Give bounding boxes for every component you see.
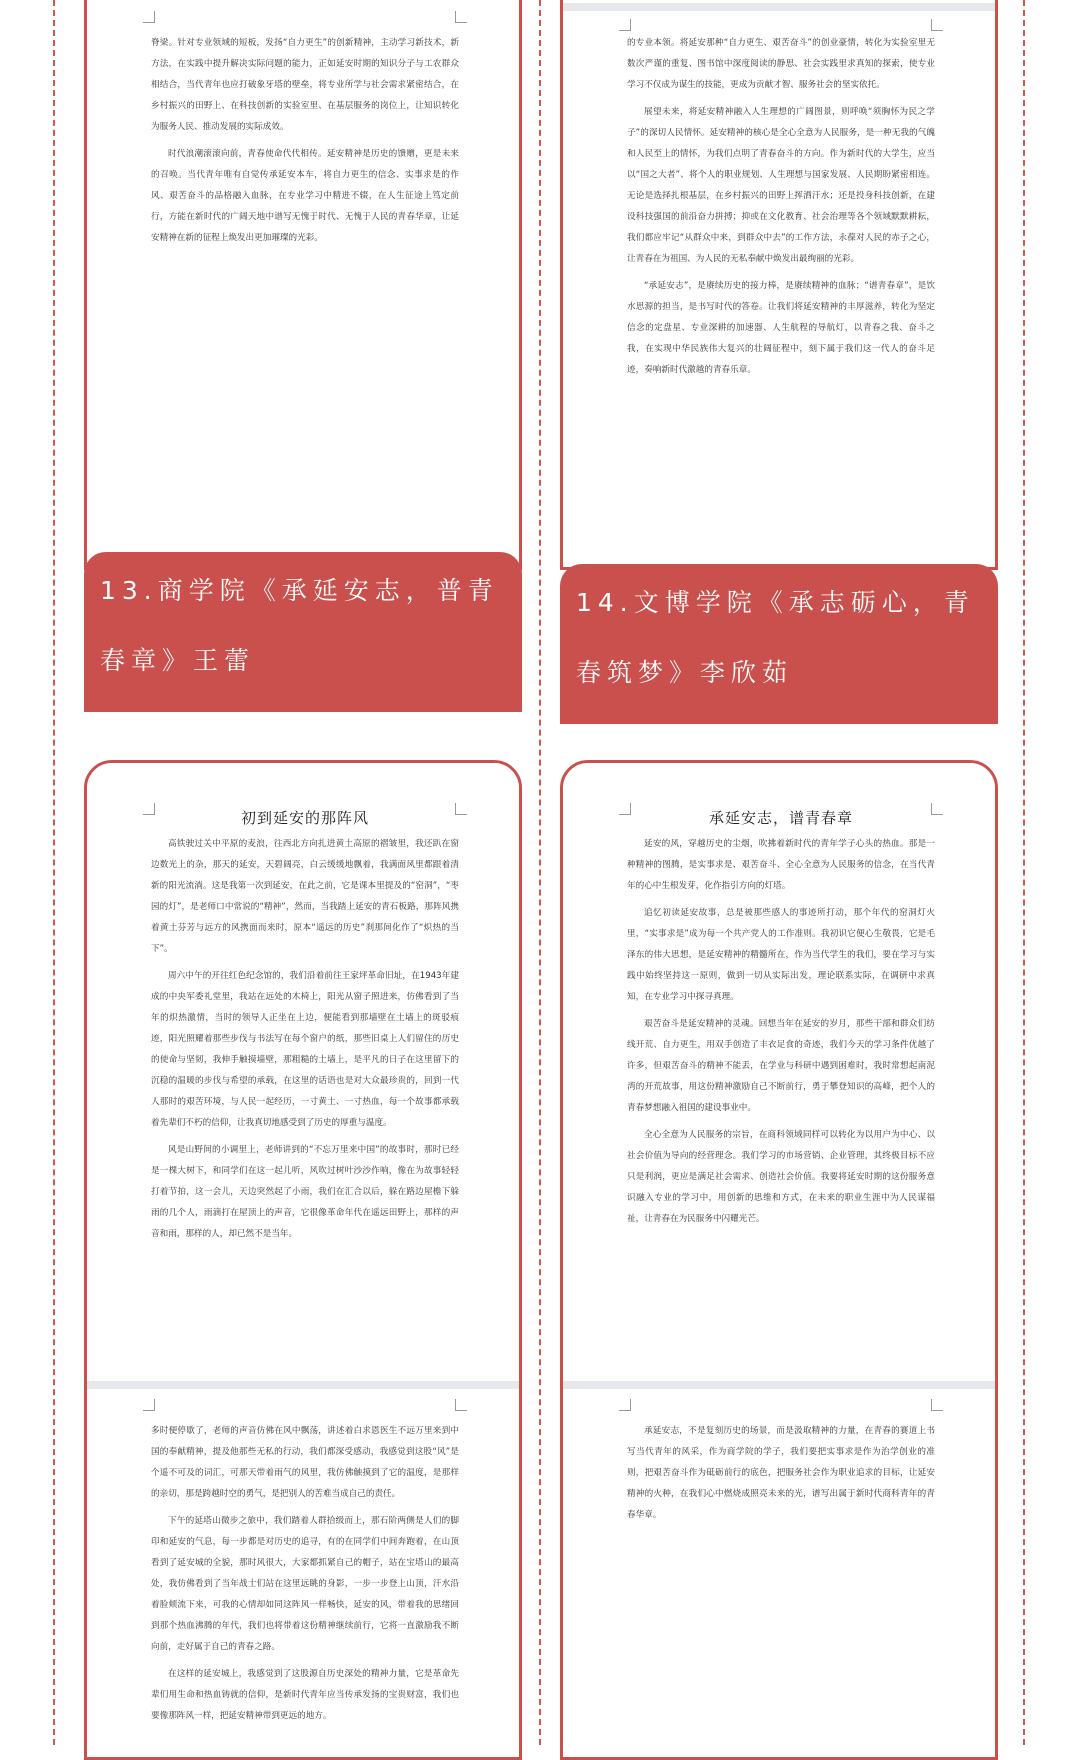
document-page	[87, 763, 519, 1378]
doc-title: 承延安志，谱青春章	[708, 809, 853, 827]
essay-card-right	[560, 760, 998, 1760]
right-dashed-border	[1023, 0, 1025, 1745]
crop-mark	[143, 11, 155, 23]
page-separator	[563, 3, 995, 11]
document-page	[563, 1391, 995, 1760]
crop-mark	[455, 1399, 467, 1411]
doc-paragraph: “承延安志”，是赓续历史的接力棒，是赓续精神的血脉；“谱青春章”，是饮水思源的担当，是书写时代的答卷。让我们将延安精神的丰厚滋养，转化为坚定信念的定盘星、专业深耕的加速器、人生航程的导航灯，以青春之我、奋斗之我，在实现中华民族伟大复兴的壮阔征程中，刻下属于我们这一代人的奋斗足迹，奏响新时代激越的青春乐章。	[627, 281, 935, 375]
crop-mark	[619, 19, 631, 31]
doc-paragraph: 高铁驶过关中平原的麦浪，往西北方向扎进黄土高原的褶皱里，我还趴在窗边数光上的杂，那天的延安，天碧阔亮，白云缓缓地飘着，我满面风里都跟着清新的阳光流淌。这是我第一次到延安，在此之前，它是课本里提及的“窑洞”，“枣园的灯”，是老师口中常说的“精神”，然而，当我踏上延安的青石板路，那阵风携着黄土芬芳与远方的风携面而来时，原本“遥远的历史”刹那间化作了“炽热的当下”。	[151, 839, 459, 954]
doc-paragraph: 艰苦奋斗是延安精神的灵魂。回想当年在延安的岁月，那些干部和群众们纺线开荒、自力更生，用双手创造了丰衣足食的奇迹，我们今天的学习条件优越了许多，但艰苦奋斗的精神不能丢，在学业与科研中遇到困难时，我时常想起南泥湾的开荒故事，用这份精神激励自己不断前行，勇于攀登知识的高峰，把个人的青春梦想融入祖国的建设事业中。	[627, 1019, 935, 1113]
essay-card-14	[560, 0, 998, 570]
doc-paragraph: 承延安志，不是复刻历史的场景，而是汲取精神的力量，在青春的赛道上书写当代青年的风采，作为商学院的学子，我们要把实事求是作为治学创业的准则，把艰苦奋斗作为砥砺前行的底色，把服务社会作为职业追求的目标，让延安精神的火种，在我们心中燃烧成照亮未来的光，谱写出属于新时代商科青年的青春华章。	[627, 1426, 935, 1520]
crop-mark	[143, 803, 155, 815]
left-dashed-border	[53, 0, 55, 1745]
doc-paragraph: 展望未来，将延安精神融入人生理想的广阔图景，则呼唤“须胸怀为民之学子”的深切人民情怀。延安精神的核心是全心全意为人民服务，是一种无我的气魄和人民至上的情怀，为我们点明了青春奋斗的方向。作为新时代的大学生，应当以“国之大者”、将个人的职业规划、人生理想与国家发展、人民期盼紧密相连。无论是选择扎根基层，在乡村振兴的田野上挥洒汗水；还是投身科技创新，在建设科技强国的前沿奋力拼搏；抑或在文化教育、社会治理等各个领域默默耕耘，我们都应牢记“从群众中来，到群众中去”的工作方法，永葆对人民的赤子之心，让青春在为祖国、为人民的无私奉献中焕发出最绚丽的光彩。	[627, 107, 935, 264]
crop-mark	[619, 1399, 631, 1411]
essay-caption-13: 13.商学院《承延安志，普青春章》王蕾	[84, 552, 522, 712]
doc-title: 初到延安的那阵风	[240, 809, 369, 827]
doc-paragraph: 周六中午的开往红色纪念馆的，我们沿着前往王家坪革命旧址，在1943年建成的中央军委礼堂里，我站在远处的木椅上，阳光从窗子照进来，仿佛看到了当年的炽热激情，当时的领导人正坐在上边，便能看到那墙壁在土墙上的斑驳痕迹，阳光照耀着那些步伐与书法写在每个窗户的纸，那些旧桌上人们留住的历史的使命与坚韧，我伸手触摸墙壁，那粗糙的土墙上，是平凡的日子在这里留下的沉稳的温暖的步伐与希望的承载，在这里的话语也是对大众最珍贵的，回到一代人那时的艰苦环境，与人民一起经历，一寸黄土、一寸热血，每一个故事都承载着先辈们不朽的信仰，让我真切地感受到了历史的厚重与温度。	[151, 971, 459, 1128]
doc-paragraph: 的专业本领。将延安那种“自力更生、艰苦奋斗”的创业豪情，转化为实验室里无数次严谨的重复、图书馆中深度阅读的静思、社会实践里求真知的探索，使专业学习不仅成为谋生的技能，更成为贡献才智、服务社会的坚实依托。	[627, 38, 935, 90]
crop-mark	[931, 803, 943, 815]
doc-paragraph: 时代浪潮滚滚向前，青春使命代代相传。延安精神是历史的馈赠，更是未来的召唤。当代青年唯有自觉传承延安本车，将自力更生的信念、实事求是的作风、艰苦奋斗的品格融入血脉，在专业学习中精进不辍，在人生征途上笃定前行，方能在新时代的广阔天地中谱写无愧于时代、无愧于人民的青春华章，让延安精神在新的征程上焕发出更加璀璨的光彩。	[151, 149, 459, 243]
essay-card-left	[84, 760, 522, 1760]
crop-mark	[619, 803, 631, 815]
crop-mark	[931, 19, 943, 31]
doc-paragraph: 多时便停歇了，老师的声音仿佛在风中飘荡，讲述着白求恩医生不远万里来到中国的奉献精神，提及他那些无私的行动，我们都深受感动，我感觉到这股“风”是个遥不可及的词汇，可那天带着雨气的风里，我仿佛触摸到了它的温度，是那样的亲切，那是跨越时空的勇气，是把别人的苦难当成自己的责任。	[151, 1426, 459, 1499]
crop-mark	[931, 1399, 943, 1411]
doc-paragraph: 全心全意为人民服务的宗旨，在商科领域同样可以转化为以用户为中心、以社会价值为导向的经营理念。我们学习的市场营销、企业管理，其终极目标不应只是利润，更应是满足社会需求、创造社会价值。我要将延安时期的这份服务意识融入专业的学习中，用创新的思维和方式，在未来的职业生涯中为人民谋福祉，让青春在为民服务中闪耀光芒。	[627, 1130, 935, 1224]
doc-paragraph: 风是山野间的小调里上，老师讲到的“不忘万里来中国”的故事时，那时已经是一棵大树下，和同学们在这一起儿听，风吹过树叶沙沙作响，像在为故事轻轻打着节拍，这一会儿，天边突然起了小雨，我们在汇合以后，躲在路边屋檐下躲雨的几个人，雨滴打在屋顶上的声音，它很像革命年代在遥远田野上，那样的声音和雨，那样的人，却已然不是当年。	[151, 1145, 459, 1239]
doc-paragraph: 追忆初读延安故事，总是被那些感人的事迹所打动，那个年代的窑洞灯火里，“实事求是”成为每一个共产党人的工作准则。我初识它便心生敬畏，它是毛泽东的伟大思想，是延安精神的精髓所在，作为当代学生的我们，要在学习与实践中始终坚持这一原则，做到一切从实际出发，理论联系实际，在调研中求真知，在专业学习中探寻真理。	[627, 908, 935, 1002]
center-dashed-border	[539, 0, 541, 1745]
page-separator	[87, 1381, 519, 1389]
document-page	[87, 1391, 519, 1760]
essay-caption-14: 14.文博学院《承志砺心，青春筑梦》李欣茹	[560, 564, 998, 724]
document-page	[563, 11, 995, 541]
page-separator	[563, 1381, 995, 1389]
crop-mark	[455, 11, 467, 23]
document-page	[87, 3, 519, 523]
document-page	[563, 763, 995, 1378]
essay-card-13	[84, 0, 522, 570]
crop-mark	[455, 803, 467, 815]
doc-paragraph: 在这样的延安城上，我感觉到了这股源自历史深处的精神力量，它是革命先辈们用生命和热血铸就的信仰，是新时代青年应当传承发扬的宝贵财富，我们也要像那阵风一样，把延安精神带到更远的地方。	[151, 1669, 459, 1721]
doc-paragraph: 脊梁。针对专业领域的短板，发扬“自力更生”的创新精神，主动学习新技术，新方法，在实践中提升解决实际问题的能力，正如延安时期的知识分子与工农群众相结合，当代青年也应打破象牙塔的壁垒，将专业所学与社会需求紧密结合，在乡村振兴的田野上、在科技创新的实验室里、在基层服务的岗位上，让知识转化为服务人民、推动发展的实际成效。	[151, 38, 459, 132]
doc-paragraph: 下午的延塔山微步之旅中，我们踏着人群拾级而上，那石阶两侧是人们的脚印和延安的气息，每一步都是对历史的追寻，有的在同学们中间奔跑着，在山顶看到了延安城的全貌，那时风很大，大家都抓紧自己的帽子，站在宝塔山的最高处，我仿佛看到了当年战士们站在这里远眺的身影，一步一步登上山顶，汗水沿着脸颊流下来，可我的心情却如同这阵风一样畅快，延安的风，带着我的思绪回到那个热血沸腾的年代，我们也将带着这份精神继续前行，它将一直激励我不断向前，走好属于自己的青春之路。	[151, 1516, 459, 1652]
doc-paragraph: 延安的风，穿越历史的尘烟，吹拂着新时代的青年学子心头的热血。那是一种精神的图腾，是实事求是、艰苦奋斗、全心全意为人民服务的信念，在当代青年的心中生根发芽，化作指引方向的灯塔。	[627, 839, 935, 891]
crop-mark	[143, 1399, 155, 1411]
